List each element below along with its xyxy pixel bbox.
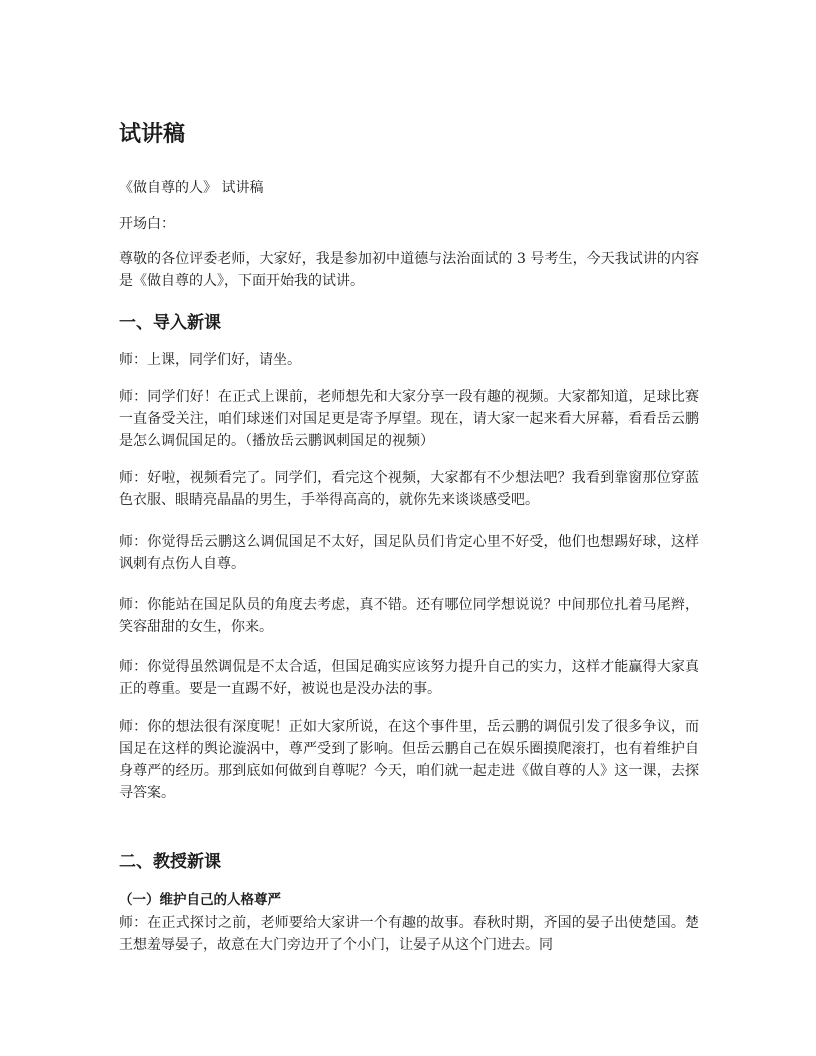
paragraph: 师：在正式探讨之前，老师要给大家讲一个有趣的故事。春秋时期，齐国的晏子出使楚国。楚王想羞辱晏子，故意在大门旁边开了个小门，让晏子从这个门进去。同 (119, 915, 699, 953)
document-subtitle: 《做自尊的人》 试讲稿 (119, 180, 264, 196)
paragraph: 师：你能站在国足队员的角度去考虑，真不错。还有哪位同学想说说？中间那位扎着马尾辫，笑容甜甜的女生，你来。 (119, 597, 699, 635)
paragraph: 师：你觉得虽然调侃是不太合适，但国足确实应该努力提升自己的实力，这样才能赢得大家真正的尊重。要是一直踢不好，被说也是没办法的事。 (119, 659, 699, 697)
document-title: 试讲稿 (119, 122, 186, 147)
paragraph: 师：好啦，视频看完了。同学们，看完这个视频，大家都有不少想法吧？我看到靠窗那位穿蓝色衣服、眼睛亮晶晶的男生，手举得高高的，就你先来谈谈感受吧。 (119, 470, 699, 508)
paragraph: 师：同学们好！在正式上课前，老师想先和大家分享一段有趣的视频。大家都知道，足球比赛一直备受关注，咱们球迷们对国足更是寄予厚望。现在，请大家一起来看大屏幕，看看岳云鹏是怎么调侃国足的。（播放岳云鹏讽刺国足的视频） (119, 389, 699, 449)
section-heading-intro: 一、导入新课 (119, 313, 221, 333)
opening-label: 开场白： (119, 216, 175, 232)
paragraph: 师：上课，同学们好，请坐。 (119, 352, 301, 368)
opening-paragraph: 尊敬的各位评委老师，大家好，我是参加初中道德与法治面试的 3 号考生，今天我试讲的内容是《做自尊的人》，下面开始我的试讲。 (119, 251, 699, 289)
paragraph: 师：你的想法很有深度呢！正如大家所说，在这个事件里，岳云鹏的调侃引发了很多争议，而国足在这样的舆论漩涡中，尊严受到了影响。但岳云鹏自己在娱乐圈摸爬滚打，也有着维护自身尊严的经历。那到底如何做到自尊呢？今天，咱们就一起走进《做自尊的人》这一课，去探寻答案。 (119, 719, 699, 801)
section-heading-teaching: 二、教授新课 (119, 852, 221, 872)
paragraph: 师：你觉得岳云鹏这么调侃国足不太好，国足队员们肯定心里不好受，他们也想踢好球，这样讽刺有点伤人自尊。 (119, 534, 699, 572)
subsection-heading: （一）维护自己的人格尊严 (119, 892, 281, 908)
